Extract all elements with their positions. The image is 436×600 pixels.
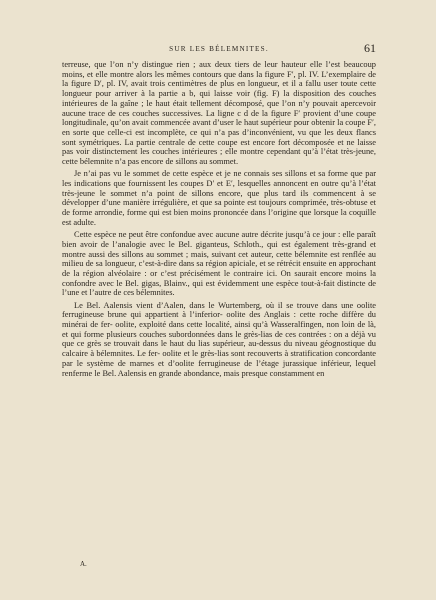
page-header [62,41,376,58]
paragraph-1: terreuse, que l’on n’y distingue rien ; aux deux tiers de leur hauteur elle l’est beaucoup moins, et elle montre alors les mêmes contours que dans la figure F′, pl. IV. L’exemplaire de la figure D′, pl. IV, avait trois centimètres de plus en longueur, et il a fallu user toute cette longueur pour arriver à la partie a b, qui laisse voir (fig. F) la disposition des couches intérieures de la gaîne ; le haut était tellement décomposé, que l’on n’y pouvait apercevoir aucune trace de ces couches successives. La ligne c d de la figure F′ provient d’une coupe longitudinale, qu’on avait commencée avant d’user le haut supérieur pour obtenir la coupe F′, en sorte que celle-ci est incomplète, ce qui n’a pas d’inconvénient, vu que les deux flancs sont symétriques. La partie centrale de cette coupe est encore fort décomposée et ne laisse pas voir distinctement les couches intérieures ; elle montre cependant qu’à l’état très-jeune, cette bélemnite n’a pas encore de sillons au sommet. [62,60,376,167]
paragraph-3: Cette espèce ne peut être confondue avec aucune autre décrite jusqu’à ce jour : elle paraît bien avoir de l’analogie avec le Bel. giganteus, Schloth., qui est également très-grand et montre aussi des sillons au sommet ; mais, suivant cet auteur, cette bélemnite est renflée au milieu de sa longueur, c’est-à-dire dans sa région apiciale, et se rétrécit ensuite en approchant de la région alvéolaire : or c’est précisément le contraire ici. On saurait encore moins la confondre avec le Bel. gigas, Blainv., qui est évidemment une espèce tout-à-fait distincte de l’une et l’autre de ces bélemnites. [62,230,376,298]
running-title: SUR LES BÉLEMNITES. [169,45,269,53]
page-number: 61 [364,41,376,55]
body-text [62,60,376,378]
signature-mark: A. [80,560,87,568]
paragraph-4: Le Bel. Aalensis vient d’Aalen, dans le Wurtemberg, où il se trouve dans une oolite ferrugineuse brune qui appartient à l’inferior- oolite des Anglais : cette roche diffère du minérai de fer- oolite, exploité dans cette localité, ainsi qu’à Wasseralfingen, non loin de là, et qui forme plusieurs couches subordonnées dans le grès-lias de ces contrées : on a déjà vu que ce grès se trouvait dans le haut du lias supérieur, au-dessus du niveau géognostique du calcaire à bélemnites. Le fer- oolite et le grès-lias sont recouverts à stratification concordante par le système de marnes et d’oolite ferrugineuse de l’étage jurassique inférieur, lequel renferme le Bel. Aalensis en grande abondance, mais presque constamment en [62,300,376,378]
paragraph-2: Je n’ai pas vu le sommet de cette espèce et je ne connais ses sillons et sa forme que par les indications que fournissent les coupes D′ et E′, lesquelles annoncent en outre qu’à l’état très-jeune le sommet n’a point de sillons encore, que plus tard ils commencent à se développer d’une manière irrégulière, et que sa pointe est toujours comprimée, très-obtuse et de forme arrondie, forme qui est bien moins prononcée dans l’origine que lorsque la coquille est adulte. [62,169,376,227]
